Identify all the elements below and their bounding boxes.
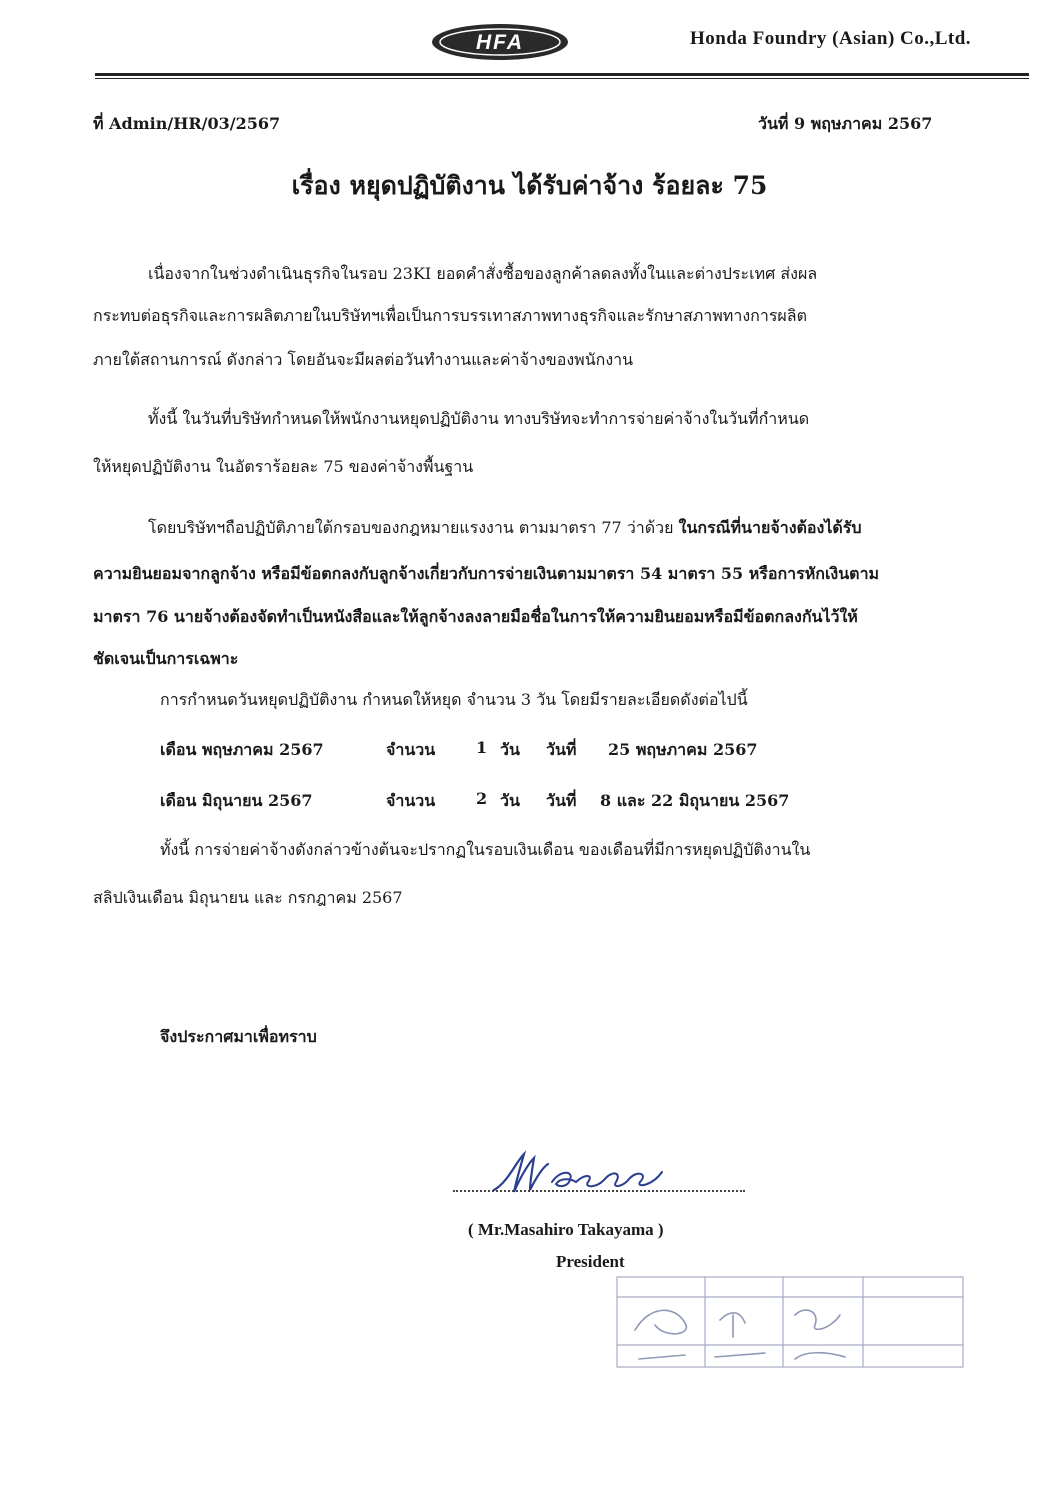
schedule-row-1-dates: 25 พฤษภาคม 2567 <box>608 740 758 759</box>
paragraph-3-line-1 <box>148 518 862 538</box>
header-rule-thin <box>95 78 1029 79</box>
closing-line: จึงประกาศมาเพื่อทราบ <box>160 1027 317 1046</box>
paragraph-3-line-1-bold: ในกรณีที่นายจ้างต้องได้รับ <box>678 518 862 537</box>
paragraph-3-line-2: ความยินยอมจากลูกจ้าง หรือมีข้อตกลงกับลูกจ้างเกี่ยวกับการจ่ายเงินตามมาตรา 54 มาตรา 55 หรือการหักเงินตาม <box>93 564 880 583</box>
paragraph-4: การกำหนดวันหยุดปฏิบัติงาน กำหนดให้หยุด จำนวน 3 วัน โดยมีรายละเอียดดังต่อไปนี้ <box>160 690 748 709</box>
company-name: Honda Foundry (Asian) Co.,Ltd. <box>690 28 972 49</box>
paragraph-3-line-3: มาตรา 76 นายจ้างต้องจัดทำเป็นหนังสือและให้ลูกจ้างลงลายมือชื่อในการให้ความยินยอมหรือมีข้อตกลงกันไว้ให้ <box>93 607 858 626</box>
schedule-row-1-date-label: วันที่ <box>546 740 577 759</box>
signature-line <box>453 1190 745 1192</box>
schedule-row-2-count: 2 <box>476 789 488 808</box>
paragraph-1-line-3: ภายใต้สถานการณ์ ดังกล่าว โดยอันจะมีผลต่อวันทำงานและค่าจ้างของพนักงาน <box>93 350 634 369</box>
company-logo <box>430 22 570 62</box>
signatory-title: President <box>556 1252 625 1271</box>
schedule-row-2-month: เดือน มิถุนายน 2567 <box>160 791 313 810</box>
signature-image <box>490 1148 680 1206</box>
logo-text: HFA <box>476 31 524 54</box>
paragraph-5-line-2: สลิปเงินเดือน มิถุนายน และ กรกฎาคม 2567 <box>93 888 403 907</box>
schedule-row-1-count: 1 <box>476 738 488 757</box>
approval-stamp <box>615 1275 967 1370</box>
letter-subject: เรื่อง หยุดปฏิบัติงาน ได้รับค่าจ้าง ร้อยละ 75 <box>291 171 768 200</box>
paragraph-1-line-2: กระทบต่อธุรกิจและการผลิตภายในบริษัทฯเพื่อเป็นการบรรเทาสภาพทางธุรกิจและรักษาสภาพทางการผลิต <box>93 306 807 325</box>
reference-number: ที่ Admin/HR/03/2567 <box>93 114 281 133</box>
letter-date: วันที่ 9 พฤษภาคม 2567 <box>758 114 933 133</box>
schedule-row-1-amount-label: จำนวน <box>386 740 436 759</box>
schedule-row-1-unit: วัน <box>500 740 520 759</box>
paragraph-5-line-1: ทั้งนี้ การจ่ายค่าจ้างดังกล่าวข้างต้นจะปรากฏในรอบเงินเดือน ของเดือนที่มีการหยุดปฏิบัติงานใน <box>160 840 811 859</box>
schedule-row-2-date-label: วันที่ <box>546 791 577 810</box>
schedule-row-2-unit: วัน <box>500 791 520 810</box>
schedule-row-2-amount-label: จำนวน <box>386 791 436 810</box>
paragraph-3-line-4: ชัดเจนเป็นการเฉพาะ <box>93 649 239 668</box>
paragraph-2-line-2: ให้หยุดปฏิบัติงาน ในอัตราร้อยละ 75 ของค่าจ้างพื้นฐาน <box>93 457 474 476</box>
paragraph-2-line-1: ทั้งนี้ ในวันที่บริษัทกำหนดให้พนักงานหยุดปฏิบัติงาน ทางบริษัทจะทำการจ่ายค่าจ้างในวันที่กำหนด <box>148 409 810 428</box>
schedule-row-1-month: เดือน พฤษภาคม 2567 <box>160 740 324 759</box>
signatory-name: ( Mr.Masahiro Takayama ) <box>468 1220 664 1239</box>
paragraph-1-line-1: เนื่องจากในช่วงดำเนินธุรกิจในรอบ 23KI ยอดคำสั่งซื้อของลูกค้าลดลงทั้งในและต่างประเทศ ส่งผล <box>148 264 818 283</box>
paragraph-3-line-1-normal: โดยบริษัทฯถือปฏิบัติภายใต้กรอบของกฎหมายแรงงาน ตามมาตรา 77 ว่าด้วย <box>148 518 679 537</box>
header-rule <box>95 73 1029 76</box>
schedule-row-2-dates: 8 และ 22 มิถุนายน 2567 <box>600 791 790 810</box>
